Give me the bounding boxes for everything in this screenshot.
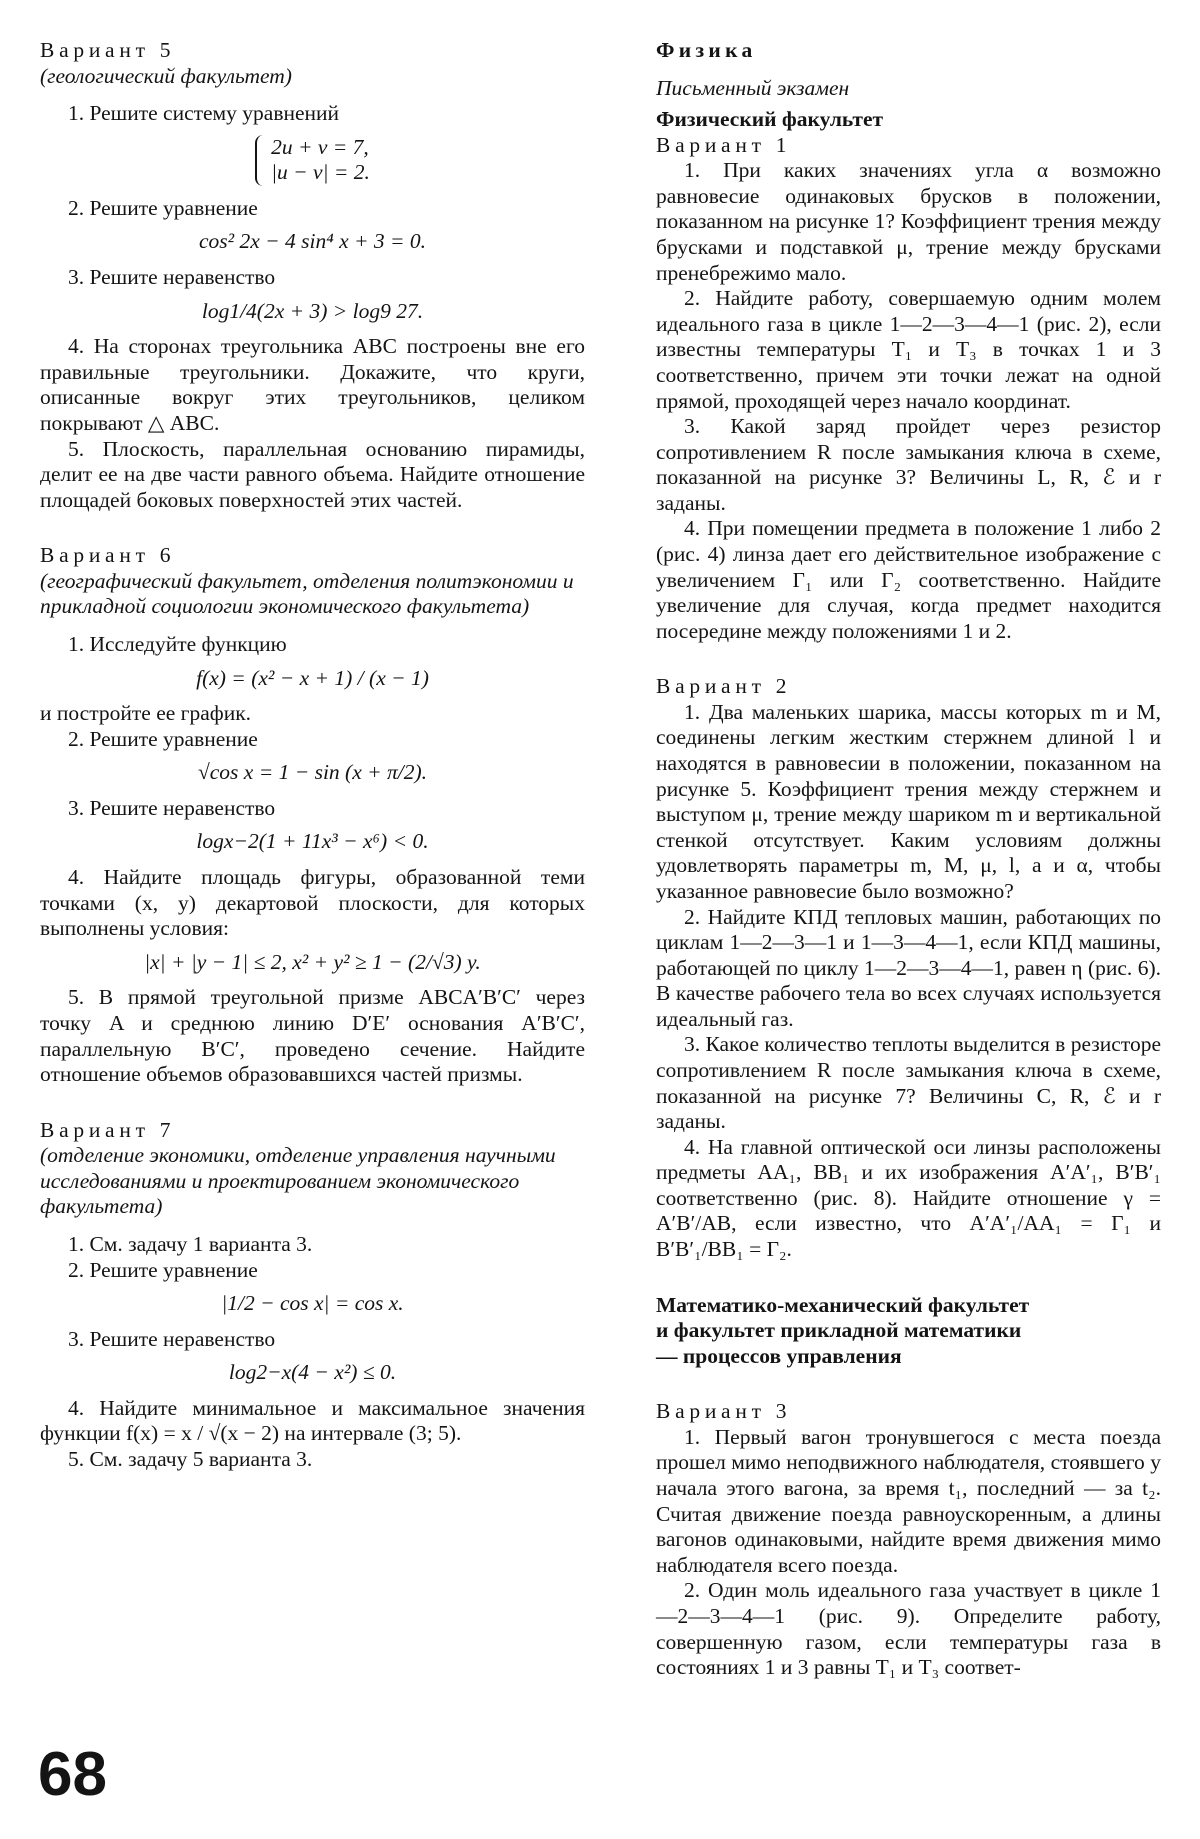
v5-formula-3: log1/4(2x + 3) > log9 27. xyxy=(201,298,424,323)
v7-problem-4: 4. Найдите минимальное и максимальное значения функции f(x) = x / √(x − 2) на интервале (3; 5). xyxy=(40,1395,585,1446)
v5-problem-4: 4. На сторонах треугольника ABC построены вне его правильные треугольники. Докажите, что круги, описанные вокруг этих треугольников, целиком покрывают △ ABC. xyxy=(40,334,585,435)
page-number: 68 xyxy=(38,1740,107,1809)
variant-1-title: Вариант 1 xyxy=(656,132,792,157)
v6-formula-3: logx−2(1 + 11x³ − x⁶) < 0. xyxy=(196,829,429,854)
v1-problem-4: 4. При помещении предмета в положение 1 либо 2 (рис. 4) линза дает его действительное изображение с увеличением Γ₁ или Γ₂ соответственно. Найдите увеличение для случая, когда предмет находится посередине между положениями 1 и 2. xyxy=(656,516,1161,643)
v6-problem-5: 5. В прямой треугольной призме ABCA′B′C′ через точку A и среднюю линию D′E′ основания A′B′C′, параллельную B′C′, проведено сечение. Найдите отношение объемов образовавшихся частей призмы. xyxy=(40,985,585,1087)
v7-problem-1: 1. См. задачу 1 варианта 3. xyxy=(67,1231,313,1256)
variant-3-title: Вариант 3 xyxy=(656,1399,792,1424)
v6-problem-3: 3. Решите неравенство xyxy=(67,795,276,820)
v7-problem-2: 2. Решите уравнение xyxy=(67,1257,258,1282)
v2-problem-2: 2. Найдите КПД тепловых машин, работающих по циклам 1—2—3—1 и 1—3—4—1, если КПД машины, работающей по циклу 1—2—3—4—1, равен η (рис. 6). В качестве рабочего тела во всех случаях используется идеальный газ. xyxy=(656,904,1161,1031)
v5-problem-5: 5. Плоскость, параллельная основанию пирамиды, делит ее на две части равного объема. Найдите отношение площадей боковых поверхностей этих частей. xyxy=(40,436,585,512)
v5-eq-2: |u − v| = 2. xyxy=(271,160,370,185)
variant-7-title: Вариант 7 xyxy=(40,1117,176,1142)
v2-problem-3: 3. Какое количество теплоты выделится в резисторе сопротивлением R после замыкания ключа в схеме, показанной на рисунке 7? Величины C, R, ℰ и r заданы. xyxy=(656,1032,1161,1134)
faculty-physics: Физический факультет xyxy=(656,107,884,132)
v6-problem-2: 2. Решите уравнение xyxy=(67,726,258,751)
section-header: Физика xyxy=(656,38,757,62)
right-column xyxy=(656,38,1161,1681)
v6-formula-4: |x| + |y − 1| ≤ 2, x² + y² ≥ 1 − (2/√3) y. xyxy=(144,949,481,974)
v1-problem-1: 1. При каких значениях угла α возможно равновесие одинаковых брусков в положении, показанном на рисунке 1? Коэффициент трения между брусками и подставкой μ, трение между брусками пренебрежимо мало. xyxy=(656,158,1161,285)
v5-problem-3: 3. Решите неравенство xyxy=(67,265,276,290)
v6-problem-1: 1. Исследуйте функцию xyxy=(67,631,287,656)
faculty-mathmech-line-2: и факультет прикладной математики xyxy=(656,1318,1022,1343)
v2-problem-4: 4. На главной оптической оси линзы расположены предметы AA₁, BB₁ и их изображения A′A′₁, B′B′₁ соответственно (рис. 8). Найдите отношение γ = A′B′/AB, если известно, что A′A′₁/AA₁ = Γ₁ и B′B′₁/BB₁ = Γ₂. xyxy=(656,1134,1161,1262)
v7-problem-3: 3. Решите неравенство xyxy=(67,1326,276,1351)
v6-problem-1-cont: и постройте ее график. xyxy=(40,701,252,726)
v3-problem-1: 1. Первый вагон тронувшегося с места поезда прошел мимо неподвижного наблюдателя, стоявшего у начала этого вагона, за время t₁, последний — за t₂. Считая движение поезда равноускоренным, а длины вагонов одинаковыми, найдите время движения мимо наблюдателя всего поезда. xyxy=(656,1424,1161,1577)
v5-eq-1: 2u + v = 7, xyxy=(271,134,369,159)
v1-problem-3: 3. Какой заряд пройдет через резистор сопротивлением R после замыкания ключа в схеме, показанной на рисунке 3? Величины L, R, ℰ и r заданы. xyxy=(656,414,1161,515)
variant-6-title: Вариант 6 xyxy=(40,543,176,568)
v5-problem-2: 2. Решите уравнение xyxy=(67,195,258,220)
variant-5-subtitle: (геологический факультет) xyxy=(40,63,292,88)
v2-problem-1: 1. Два маленьких шарика, массы которых m и M, соединены легким жестким стержнем длиной l и находятся в равновесии в положении, показанном на рисунке 5. Коэффициент трения между стержнем и выступом μ, трение между шариком m и вертикальной стенкой отсутствует. Каким условиям должны удовлетворять параметры m, M, μ, l, a и α, чтобы указанное равновесие было возможно? xyxy=(656,699,1161,903)
faculty-mathmech-line-1: Математико-механический факультет xyxy=(656,1292,1030,1317)
variant-7-subtitle: (отделение экономики, отделение управления научными исследованиями и проектированием экономического факультета) xyxy=(40,1143,556,1219)
v3-problem-2: 2. Один моль идеального газа участвует в цикле 1—2—3—4—1 (рис. 9). Определите работу, совершенную газом, если температуры газа в состояниях 1 и 3 равны T₁ и T₃ соответ- xyxy=(656,1578,1161,1680)
v5-formula-2: cos² 2x − 4 sin⁴ x + 3 = 0. xyxy=(198,229,427,254)
v6-formula-1: f(x) = (x² − x + 1) / (x − 1) xyxy=(196,665,429,690)
v7-formula-2: |1/2 − cos x| = cos x. xyxy=(221,1291,404,1316)
v5-problem-1: 1. Решите систему уравнений xyxy=(67,101,340,126)
exam-type: Письменный экзамен xyxy=(656,75,850,100)
v6-formula-2: √cos x = 1 − sin (x + π/2). xyxy=(197,760,428,785)
v7-problem-5: 5. См. задачу 5 варианта 3. xyxy=(67,1447,313,1472)
v1-problem-2: 2. Найдите работу, совершаемую одним молем идеального газа в цикле 1—2—3—4—1 (рис. 2), если известны температуры T₁ и T₃ в точках 1 и 3 соответственно, причем эти точки лежат на одной прямой, проходящей через начало координат. xyxy=(656,286,1161,413)
v7-formula-3: log2−x(4 − x²) ≤ 0. xyxy=(228,1360,397,1385)
v6-problem-4: 4. Найдите площадь фигуры, образованной теми точками (x, y) декартовой плоскости, для которых выполнены условия: xyxy=(40,865,585,941)
variant-5-title: Вариант 5 xyxy=(40,38,176,62)
v5-equation-system xyxy=(40,135,585,186)
variant-6-subtitle: (географический факультет, отделения политэкономии и прикладной социологии экономического факультета) xyxy=(40,568,574,619)
left-column xyxy=(40,38,585,1473)
faculty-mathmech-line-3: — процессов управления xyxy=(656,1343,902,1368)
variant-2-title: Вариант 2 xyxy=(656,674,792,699)
